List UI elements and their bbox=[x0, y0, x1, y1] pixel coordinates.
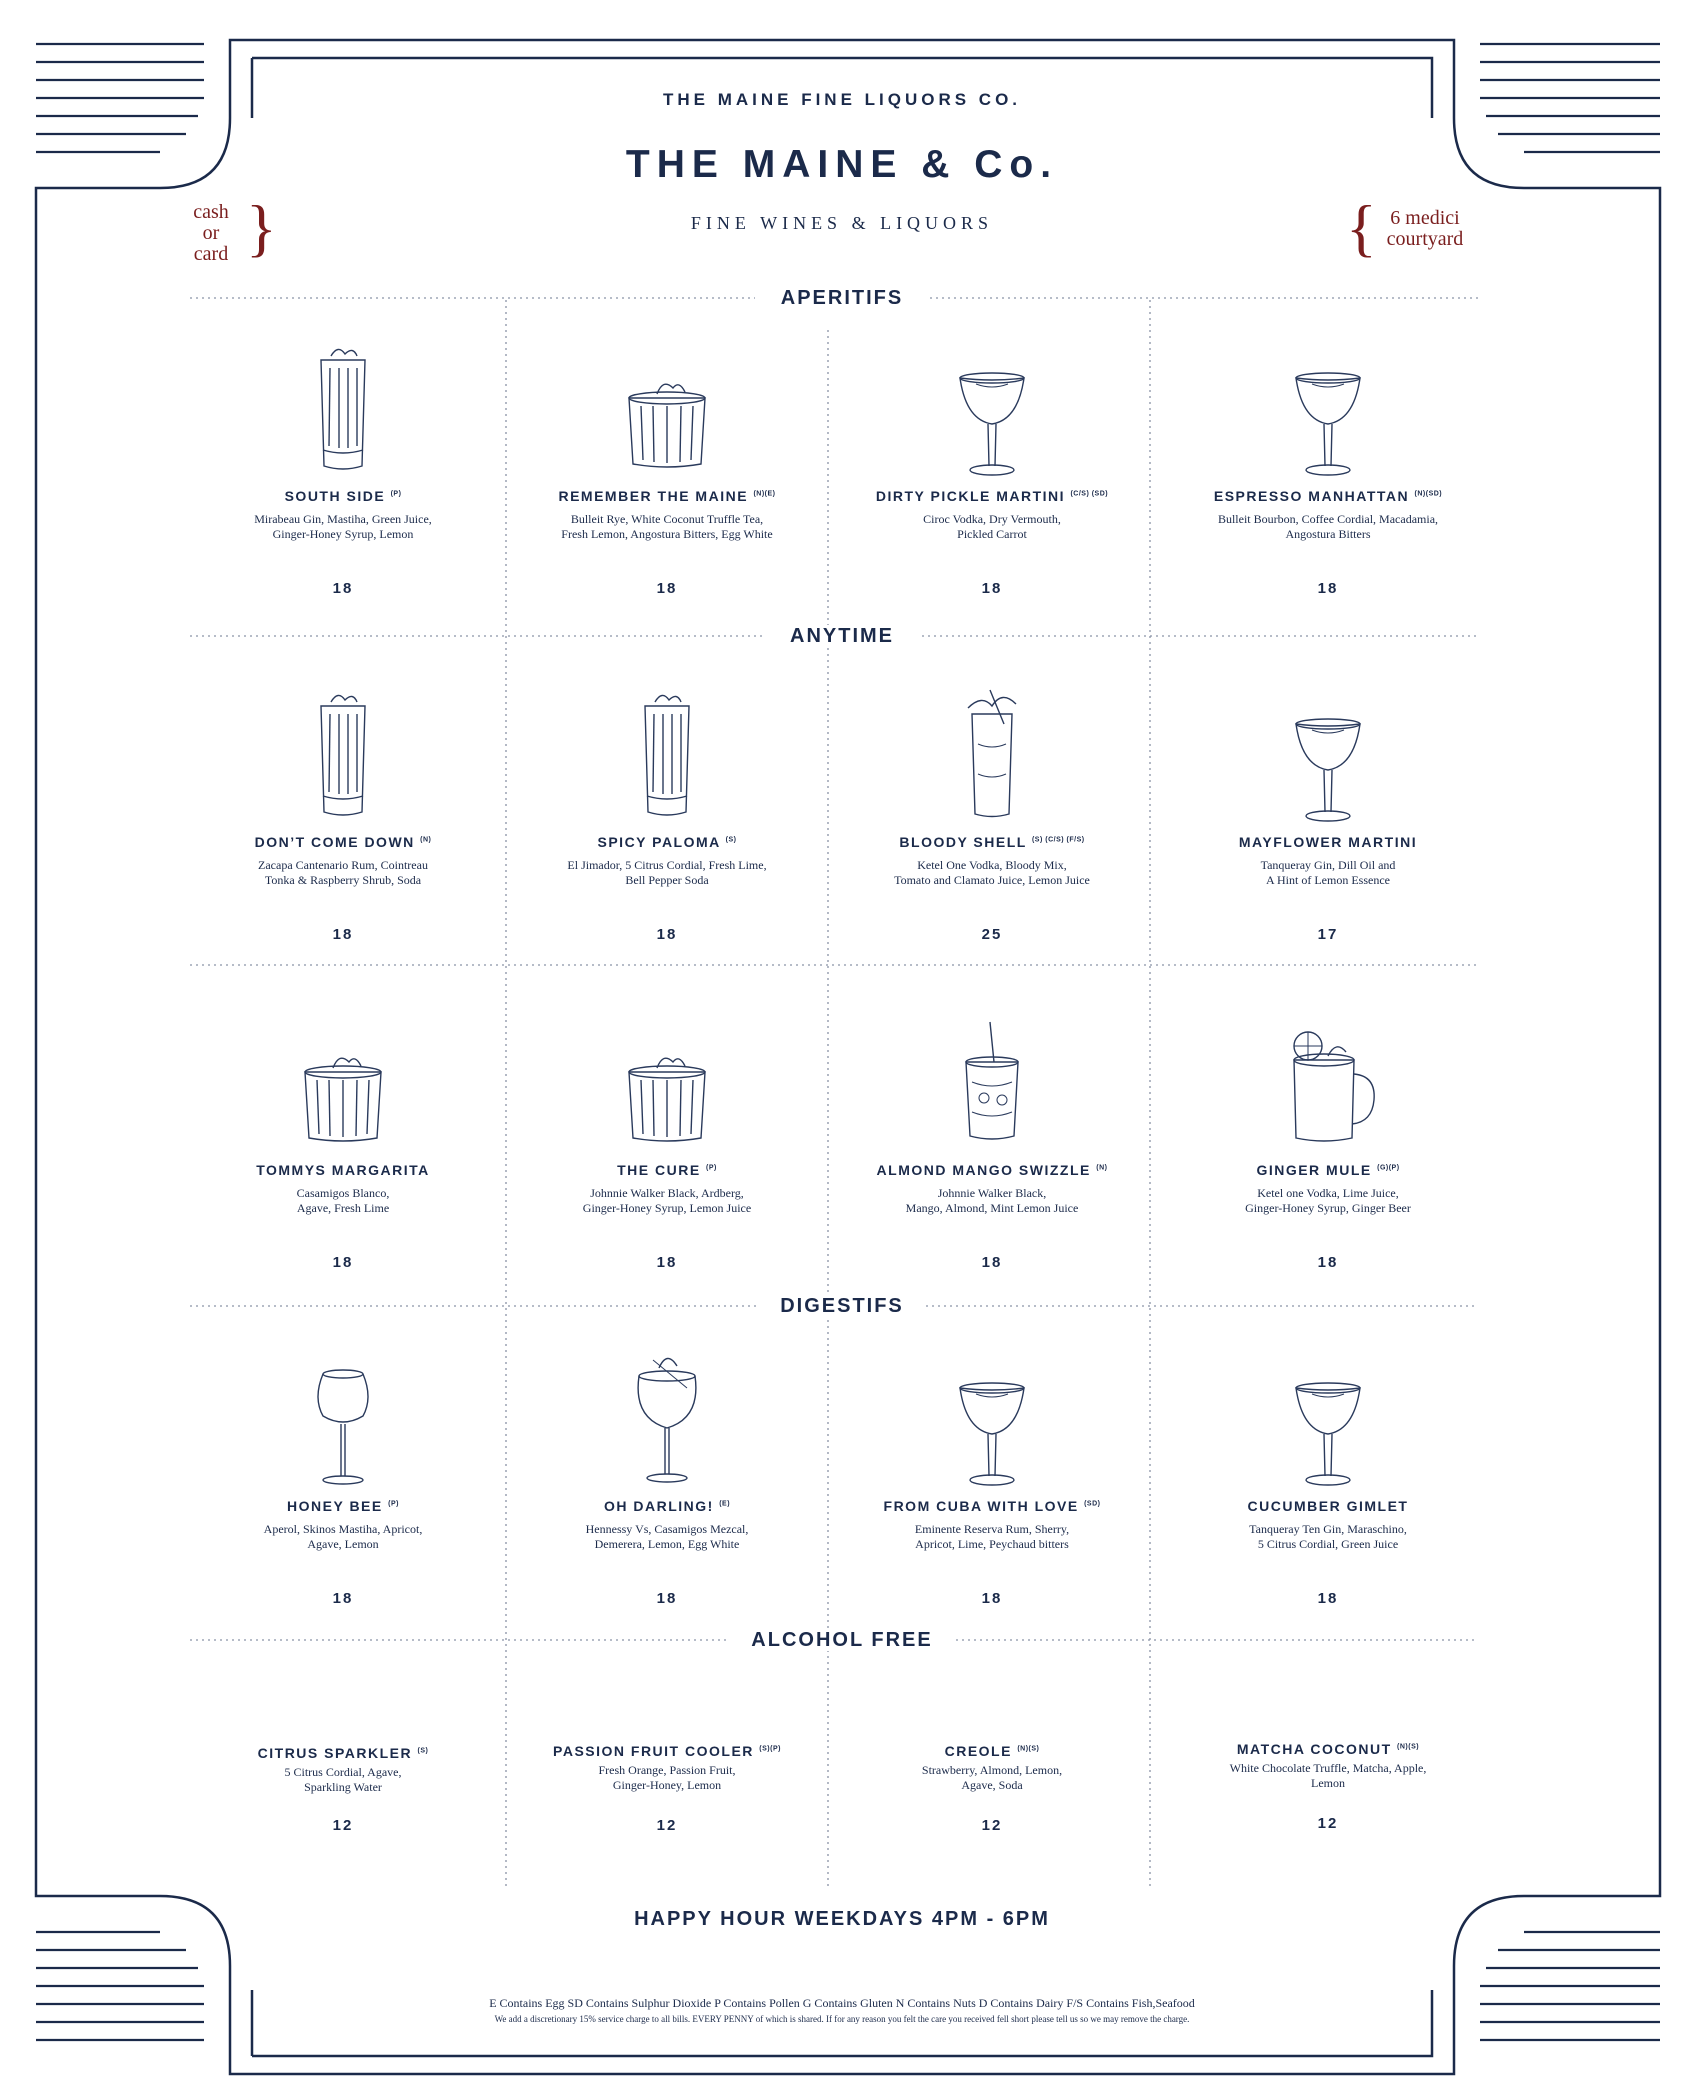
brand-title: THE MAINE & Co. bbox=[625, 143, 1059, 186]
drink-price: 18 bbox=[656, 1254, 678, 1271]
drink-card bbox=[842, 1012, 1142, 1271]
drink-description: Strawberry, Almond, Lemon, Agave, Soda bbox=[921, 1763, 1063, 1792]
drink-name: SOUTH SIDE $^{(P)}$ bbox=[284, 488, 402, 504]
drink-price: 18 bbox=[332, 1254, 354, 1271]
drink-name: TOMMYS MARGARITA bbox=[256, 1162, 430, 1178]
drink-name: DON’T COME DOWN $^{(N)}$ bbox=[254, 834, 432, 850]
drink-description: Hennessy Vs, Casamigos Mezcal, Demerera, Lemon, Egg White bbox=[585, 1522, 749, 1551]
rocks-glass-icon bbox=[607, 338, 727, 478]
drink-price: 18 bbox=[332, 580, 354, 597]
drink-price: 18 bbox=[656, 926, 678, 943]
drink-card bbox=[842, 1348, 1142, 1607]
drink-card bbox=[517, 1348, 817, 1607]
coupe-glass-icon bbox=[1268, 684, 1388, 824]
drink-card bbox=[517, 338, 817, 597]
drink-description: Zacapa Cantenario Rum, Cointreau Tonka & Raspberry Shrub, Soda bbox=[258, 858, 428, 887]
drink-card bbox=[193, 338, 493, 597]
drink-price: 17 bbox=[1317, 926, 1339, 943]
drink-name: HONEY BEE $^{(P)}$ bbox=[287, 1498, 399, 1514]
drink-description: Johnnie Walker Black, Mango, Almond, Mint Lemon Juice bbox=[905, 1186, 1079, 1215]
drink-price: 12 bbox=[332, 1817, 354, 1834]
highball-glass-icon bbox=[607, 684, 727, 824]
drink-description: Ketel one Vodka, Lime Juice, Ginger-Honey Syrup, Ginger Beer bbox=[1245, 1186, 1411, 1215]
address-note-line: 6 medici bbox=[1390, 207, 1460, 229]
drink-card bbox=[1178, 1348, 1478, 1607]
drink-description: Bulleit Bourbon, Coffee Cordial, Macadamia, Angostura Bitters bbox=[1217, 512, 1439, 541]
right-brace-ornament: } bbox=[246, 192, 277, 263]
drink-description: Johnnie Walker Black, Ardberg, Ginger-Honey Syrup, Lemon Juice bbox=[582, 1186, 752, 1215]
tall-glass-icon bbox=[932, 684, 1052, 824]
drink-price: 18 bbox=[1317, 1590, 1339, 1607]
drink-name: PASSION FRUIT COOLER $^{(S)(P)}$ bbox=[553, 1743, 781, 1759]
drink-description: Fresh Orange, Passion Fruit, Ginger-Honey, Lemon bbox=[598, 1763, 736, 1792]
drink-price: 18 bbox=[981, 580, 1003, 597]
drink-name: ESPRESSO MANHATTAN $^{(N)(SD)}$ bbox=[1213, 488, 1443, 504]
drink-price: 18 bbox=[656, 1590, 678, 1607]
drink-name: OH DARLING! $^{(E)}$ bbox=[603, 1498, 731, 1514]
drink-price: 18 bbox=[332, 1590, 354, 1607]
drink-description: 5 Citrus Cordial, Agave, Sparkling Water bbox=[284, 1765, 402, 1794]
drink-description: Ketel One Vodka, Bloody Mix, Tomato and Clamato Juice, Lemon Juice bbox=[894, 858, 1090, 887]
balloon-glass-icon bbox=[607, 1348, 727, 1488]
highball-glass-icon bbox=[283, 684, 403, 824]
coupe-glass-icon bbox=[932, 1348, 1052, 1488]
copper-mug-icon bbox=[1268, 1012, 1388, 1152]
drink-card bbox=[193, 684, 493, 943]
section-digestifs: DIGESTIFS bbox=[0, 1295, 1684, 1318]
drink-card bbox=[517, 684, 817, 943]
drink-card bbox=[193, 1348, 493, 1607]
drink-description: Casamigos Blanco, Agave, Fresh Lime bbox=[296, 1186, 390, 1215]
payment-note-line: cash bbox=[193, 201, 229, 223]
drink-card bbox=[842, 1733, 1142, 1834]
rocks-glass-icon bbox=[283, 1012, 403, 1152]
happy-hour-banner: HAPPY HOUR WEEKDAYS 4PM - 6PM bbox=[634, 1908, 1050, 1930]
drink-card bbox=[842, 338, 1142, 597]
payment-note-line: or bbox=[202, 222, 220, 244]
drink-price: 12 bbox=[981, 1817, 1003, 1834]
drink-card bbox=[1178, 1731, 1478, 1832]
drink-price: 18 bbox=[1317, 1254, 1339, 1271]
address-note-line: courtyard bbox=[1386, 228, 1464, 250]
drink-card bbox=[517, 1733, 817, 1834]
drink-card bbox=[1178, 1012, 1478, 1271]
drink-price: 18 bbox=[656, 580, 678, 597]
drink-description: Eminente Reserva Rum, Sherry, Apricot, Lime, Peychaud bitters bbox=[914, 1522, 1070, 1551]
drink-name: DIRTY PICKLE MARTINI $^{(C/S) (SD)}$ bbox=[875, 488, 1109, 504]
cut-coupe-glass-icon bbox=[1268, 338, 1388, 478]
drink-card bbox=[193, 1012, 493, 1271]
drink-description: Aperol, Skinos Mastiha, Apricot, Agave, Lemon bbox=[263, 1522, 423, 1551]
allergen-legend: E Contains Egg SD Contains Sulphur Dioxide P Contains Pollen G Contains Gluten N Contains Nuts D Contains Dairy F/S Contains Fish,Seafood bbox=[489, 1996, 1195, 2010]
coupe-glass-icon bbox=[1268, 1348, 1388, 1488]
drink-description: Tanqueray Ten Gin, Maraschino, 5 Citrus Cordial, Green Juice bbox=[1249, 1522, 1407, 1551]
drink-price: 25 bbox=[981, 926, 1003, 943]
drink-price: 18 bbox=[332, 926, 354, 943]
drink-name: SPICY PALOMA $^{(S)}$ bbox=[597, 834, 737, 850]
drink-name: CUCUMBER GIMLET bbox=[1247, 1498, 1409, 1514]
drink-price: 12 bbox=[656, 1817, 678, 1834]
drink-description: Mirabeau Gin, Mastiha, Green Juice, Ginger-Honey Syrup, Lemon bbox=[254, 512, 432, 541]
company-name: THE MAINE FINE LIQUORS CO. bbox=[662, 90, 1022, 109]
section-anytime: ANYTIME bbox=[0, 625, 1684, 648]
drink-price: 12 bbox=[1317, 1815, 1339, 1832]
drink-price: 18 bbox=[1317, 580, 1339, 597]
rocks-glass-icon bbox=[607, 1012, 727, 1152]
drink-name: MAYFLOWER MARTINI bbox=[1238, 834, 1418, 850]
drink-card bbox=[1178, 338, 1478, 597]
drink-description: Tanqueray Gin, Dill Oil and A Hint of Lemon Essence bbox=[1260, 858, 1396, 887]
drink-price: 18 bbox=[981, 1590, 1003, 1607]
drink-name: GINGER MULE $^{(G)(P)}$ bbox=[1256, 1162, 1400, 1178]
drink-card bbox=[842, 684, 1142, 943]
address-note bbox=[1372, 208, 1478, 250]
highball-glass-icon bbox=[283, 338, 403, 478]
drink-name: FROM CUBA WITH LOVE $^{(SD)}$ bbox=[883, 1498, 1101, 1514]
drink-description: Ciroc Vodka, Dry Vermouth, Pickled Carrot bbox=[923, 512, 1061, 541]
brand-tagline: FINE WINES & LIQUORS bbox=[690, 213, 994, 233]
left-brace-ornament: { bbox=[1346, 192, 1377, 263]
drink-card bbox=[193, 1735, 493, 1834]
payment-note-line: card bbox=[193, 243, 229, 265]
drink-name: ALMOND MANGO SWIZZLE $^{(N)}$ bbox=[876, 1162, 1108, 1178]
drink-card bbox=[517, 1012, 817, 1271]
drink-name: CREOLE $^{(N)(S)}$ bbox=[944, 1743, 1040, 1759]
drink-price: 18 bbox=[981, 1254, 1003, 1271]
drink-name: REMEMBER THE MAINE $^{(N)(E)}$ bbox=[558, 488, 776, 504]
drink-name: THE CURE $^{(P)}$ bbox=[617, 1162, 717, 1178]
section-aperitifs: APERITIFS bbox=[0, 287, 1684, 310]
drink-name: MATCHA COCONUT $^{(N)(S)}$ bbox=[1236, 1741, 1420, 1757]
drink-card bbox=[1178, 684, 1478, 943]
drink-description: El Jimador, 5 Citrus Cordial, Fresh Lime, Bell Pepper Soda bbox=[567, 858, 767, 887]
section-alcohol-free: ALCOHOL FREE bbox=[0, 1629, 1684, 1652]
drink-name: BLOODY SHELL $^{(S) (C/S) (F/S)}$ bbox=[899, 834, 1085, 850]
drink-name: CITRUS SPARKLER $^{(S)}$ bbox=[257, 1745, 429, 1761]
service-charge-note: We add a discretionary 15% service charge to all bills. EVERY PENNY of which is shared. If for any reason you felt the care you received fell short please tell us so we may remove the charge. bbox=[494, 2014, 1190, 2024]
payment-note bbox=[182, 202, 240, 265]
drink-description: Bulleit Rye, White Coconut Truffle Tea, Fresh Lemon, Angostura Bitters, Egg White bbox=[561, 512, 773, 541]
tulip-glass-icon bbox=[283, 1348, 403, 1488]
julep-cup-icon bbox=[932, 1012, 1052, 1152]
drink-description: White Chocolate Truffle, Matcha, Apple, Lemon bbox=[1229, 1761, 1427, 1790]
coupe-glass-icon bbox=[932, 338, 1052, 478]
